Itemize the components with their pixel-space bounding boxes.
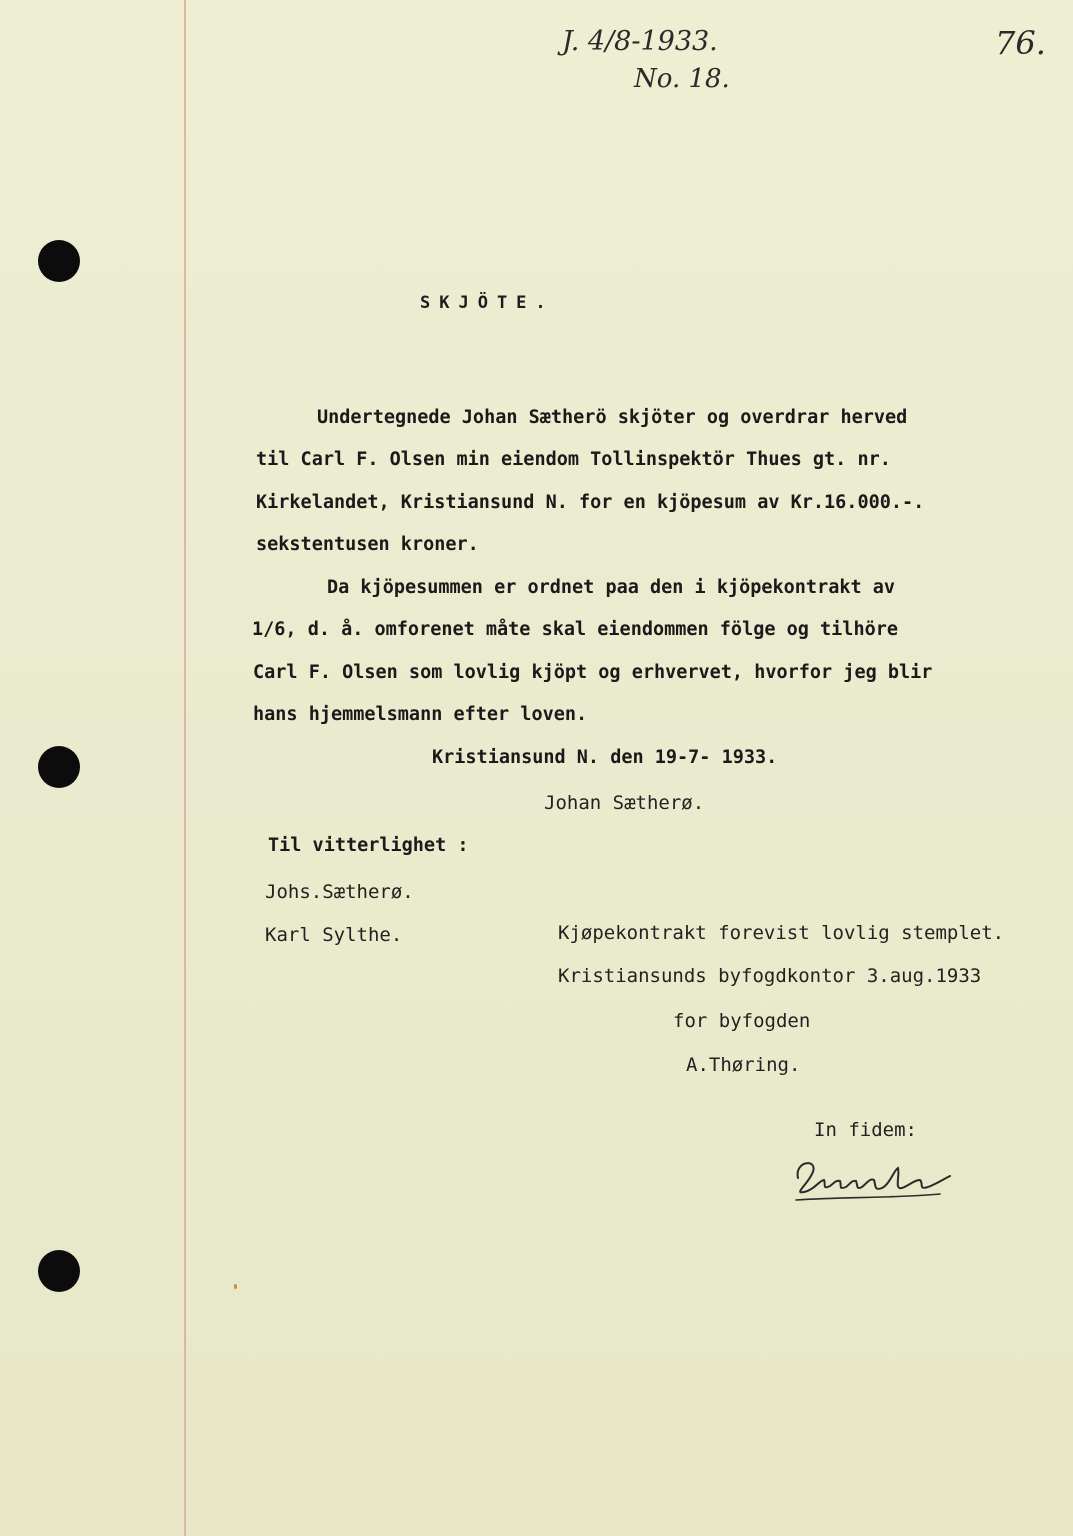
- in-fidem-label: In fidem:: [814, 1119, 917, 1141]
- endorsement-line: Kjøpekontrakt forevist lovlig stemplet.: [558, 922, 1005, 944]
- punch-hole-top: [38, 240, 80, 282]
- body-line: Da kjöpesummen er ordnet paa den i kjöpekontrakt av: [327, 577, 896, 598]
- handwritten-signature: [790, 1150, 960, 1210]
- punch-hole-middle: [38, 746, 80, 788]
- body-line: til Carl F. Olsen min eiendom Tollinspektör Thues gt. nr.: [256, 449, 891, 470]
- date-note: J. 4/8-1933.: [562, 26, 718, 57]
- red-margin-line: [184, 0, 186, 1536]
- endorsement-line: for byfogden: [673, 1010, 811, 1032]
- page-number: 76.: [995, 24, 1046, 62]
- document-title: SKJÖTE.: [420, 293, 555, 313]
- witness-name: Karl Sylthe.: [265, 924, 403, 946]
- number-note: No. 18.: [634, 64, 730, 94]
- body-line: Kirkelandet, Kristiansund N. for en kjöpesum av Kr.16.000.-.: [256, 492, 925, 513]
- punch-hole-bottom: [38, 1250, 80, 1292]
- endorsement-signer: A.Thøring.: [686, 1054, 801, 1076]
- place-date: Kristiansund N. den 19-7- 1933.: [432, 747, 778, 768]
- body-line: 1/6, d. å. omforenet måte skal eiendommen fölge og tilhöre: [252, 619, 899, 640]
- body-line: Carl F. Olsen som lovlig kjöpt og erhvervet, hvorfor jeg blir: [253, 662, 933, 683]
- body-line: Undertegnede Johan Sætherö skjöter og overdrar herved: [317, 407, 908, 428]
- witness-name: Johs.Sætherø.: [265, 881, 414, 903]
- signer-name: Johan Sætherø.: [544, 792, 705, 814]
- witness-heading: Til vitterlighet :: [268, 835, 469, 856]
- paper-speck: [234, 1284, 237, 1289]
- endorsement-line: Kristiansunds byfogdkontor 3.aug.1933: [558, 965, 982, 987]
- body-line: sekstentusen kroner.: [256, 534, 479, 555]
- body-line: hans hjemmelsmann efter loven.: [253, 704, 588, 725]
